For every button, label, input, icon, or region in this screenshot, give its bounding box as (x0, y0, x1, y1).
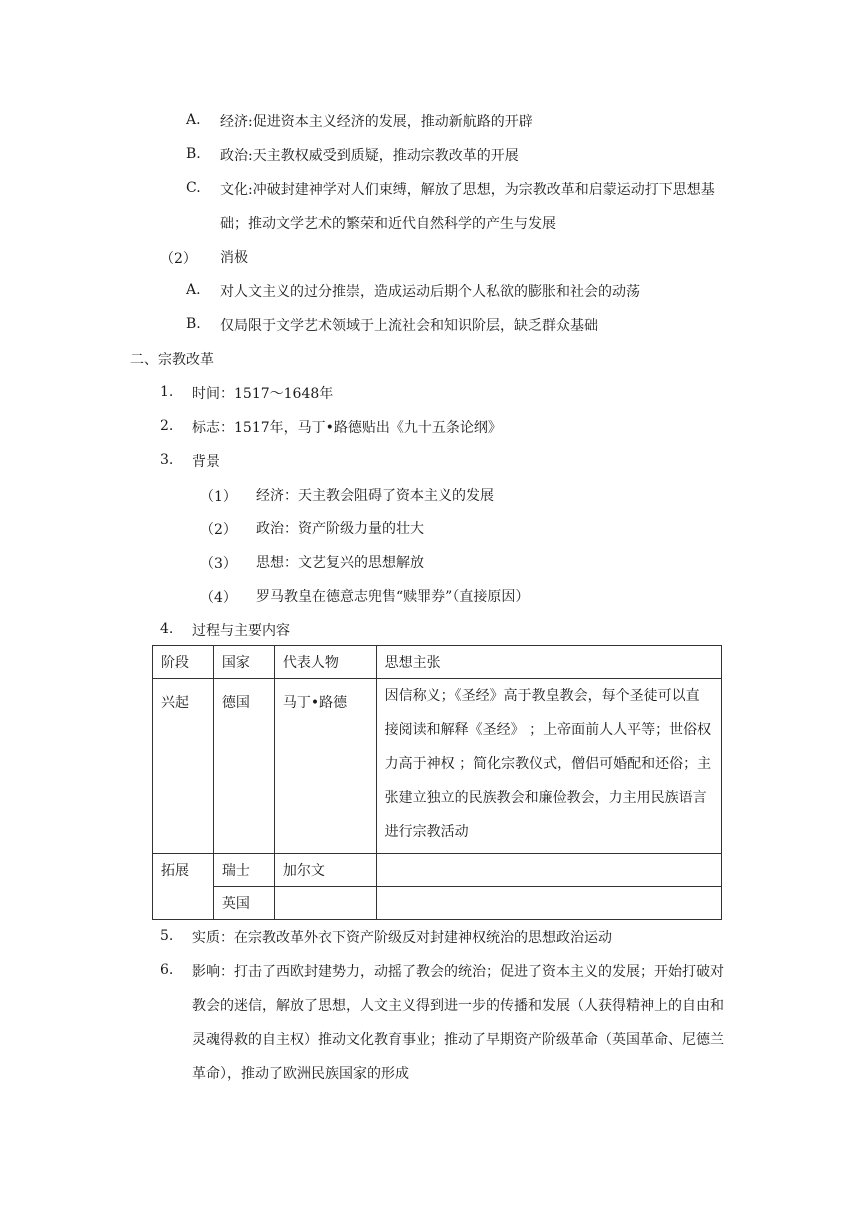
item-marker: A. (186, 112, 201, 128)
item-text: 背景 (192, 454, 220, 470)
item-marker: 6. (160, 962, 174, 978)
table-header-row (153, 646, 722, 679)
cell-country: 瑞士 (213, 854, 274, 887)
item-marker: （3） (200, 556, 237, 572)
item-text: 政治：资产阶级力量的壮大 (256, 521, 424, 537)
section-heading: 二、宗教改革 (130, 352, 214, 368)
item-marker: C. (186, 180, 201, 196)
item-marker: 5. (160, 928, 174, 944)
item-marker: B. (186, 146, 201, 162)
header-stage: 阶段 (153, 646, 214, 679)
item-marker: 1. (160, 384, 174, 400)
header-ideas: 思想主张 (376, 646, 721, 679)
cell-ideas (376, 887, 721, 920)
cell-ideas (376, 854, 721, 887)
item-text: 对人文主义的过分推崇，造成运动后期个人私欲的膨胀和社会的动荡 (220, 284, 640, 300)
cell-country: 英国 (213, 887, 274, 920)
item-text: 经济:促进资本主义经济的发展，推动新航路的开辟 (220, 114, 533, 130)
item-marker: （4） (200, 590, 237, 606)
cell-person: 加尔文 (274, 854, 376, 887)
table-row-expand-2 (153, 887, 722, 920)
cell-person (274, 887, 376, 920)
cell-person: 马丁•路德 (274, 679, 376, 854)
header-person: 代表人物 (274, 646, 376, 679)
item-text: 思想：文艺复兴的思想解放 (256, 555, 424, 571)
item-text: 政治:天主教权威受到质疑，推动宗教改革的开展 (220, 148, 519, 164)
item-text: 实质：在宗教改革外衣下资产阶级反对封建神权统治的思想政治运动 (192, 930, 612, 946)
item-marker: 3. (160, 452, 174, 468)
item-text: 时间：1517～1648年 (192, 386, 334, 402)
item-marker: A. (186, 282, 201, 298)
item-marker: （2） (200, 522, 237, 538)
cell-ideas: 因信称义；《圣经》高于教皇教会，每个圣徒可以直接阅读和解释《圣经》 ；上帝面前人人平等；世俗权力高于神权 ；简化宗教仪式，僧侣可婚配和还俗；主张建立独立的民族教会和廉俭教会，力主用民族语言进行宗教活动 (376, 679, 721, 854)
cell-country: 德国 (213, 679, 274, 854)
item-text: 标志：1517年，马丁•路德贴出《九十五条论纲》 (192, 420, 502, 436)
item-marker: （1） (200, 489, 237, 505)
item-text: 经济：天主教会阻碍了资本主义的发展 (256, 488, 494, 504)
table-row-rise (153, 679, 722, 854)
item-text: 仅局限于文学艺术领域于上流社会和知识阶层，缺乏群众基础 (220, 318, 598, 334)
item-text: 消极 (220, 250, 248, 266)
item-text: 罗马教皇在德意志兜售“赎罪券”（直接原因） (256, 589, 530, 605)
item-text: 影响：打击了西欧封建势力，动摇了教会的统治；促进了资本主义的发展；开始打破对教会的迷信，解放了思想，人文主义得到进一步的传播和发展（人获得精神上的自由和灵魂得救的自主权）推动文化教育事业；推动了早期资产阶级革命（英国革命、尼德兰革命），推动了欧洲民族国家的形成 (192, 964, 724, 1082)
item-text: 文化:冲破封建神学对人们束缚，解放了思想，为宗教改革和启蒙运动打下思想基础；推动文学艺术的繁荣和近代自然科学的产生与发展 (220, 182, 715, 232)
reformation-table (152, 645, 722, 920)
cell-stage: 兴起 (153, 679, 214, 854)
header-country: 国家 (213, 646, 274, 679)
item-marker: B. (186, 316, 201, 332)
item-marker: （2） (160, 251, 197, 267)
item-marker: 2. (160, 418, 174, 434)
item-text: 过程与主要内容 (192, 623, 290, 639)
item-marker: 4. (160, 621, 174, 637)
cell-stage: 拓展 (153, 854, 214, 920)
table-row-expand-1 (153, 854, 722, 887)
